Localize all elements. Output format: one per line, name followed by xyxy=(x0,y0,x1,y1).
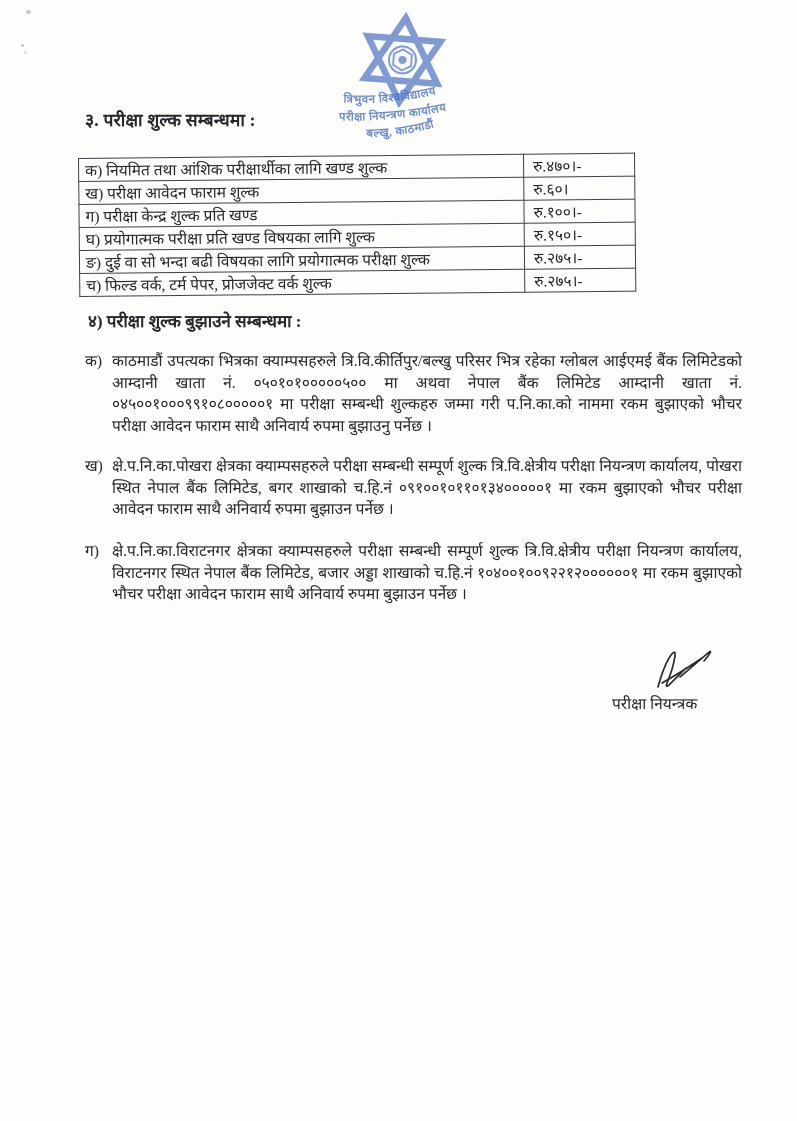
fee-amount: रु.६०। xyxy=(524,176,635,200)
paragraph-marker: ग) xyxy=(85,543,99,560)
emblem-dot-icon xyxy=(399,56,406,63)
payment-paragraph-kha xyxy=(85,456,742,521)
fee-item: ग) परीक्षा केन्द्र शुल्क प्रति खण्ड xyxy=(79,200,524,227)
fee-amount: रु.१५०।- xyxy=(524,222,635,246)
paragraph-marker: ख) xyxy=(85,458,103,475)
fee-amount: रु.२७५।- xyxy=(524,245,635,269)
paragraph-marker: क) xyxy=(85,353,103,370)
fee-item: च) फिल्ड वर्क, टर्म पेपर, प्रोजजेक्ट वर्क शुल्क xyxy=(80,269,525,296)
payment-paragraph-ga xyxy=(85,541,742,606)
signature-icon xyxy=(650,643,720,691)
stamp-line-3: बल्खु, काठमाडौं xyxy=(366,118,436,141)
scan-speck xyxy=(21,44,24,47)
fee-amount: रु.४७०।- xyxy=(523,153,634,177)
fee-item: घ) प्रयोगात्मक परीक्षा प्रति खण्ड विषयका लागि शुल्क xyxy=(79,223,524,250)
table-row xyxy=(80,268,636,296)
fee-amount: रु.१००।- xyxy=(524,199,635,223)
fee-section-heading: ३. परीक्षा शुल्क सम्बन्धमा : xyxy=(85,110,256,130)
payment-section-heading: ४) परीक्षा शुल्क बुझाउने सम्बन्धमा : xyxy=(88,312,302,331)
stamp-line-2: परीक्षा नियन्त्रण कार्यालय xyxy=(338,101,448,124)
university-stamp-icon xyxy=(328,8,482,150)
payment-paragraph-ka xyxy=(85,351,742,437)
fee-item: ख) परीक्षा आवेदन फाराम शुल्क xyxy=(79,177,524,204)
fee-item: ङ) दुई वा सो भन्दा बढी विषयका लागि प्रयोगात्मक परीक्षा शुल्क xyxy=(79,246,524,273)
tribhuvan-university-stamp xyxy=(328,8,482,150)
paragraph-text: काठमाडौं उपत्यका भित्रका क्याम्पसहरुले त्रि.वि.कीर्तिपुर/बल्खु परिसर भित्र रहेका ग्लोबल आईएमई बैंक लिमिटेडको आम्दानी खाता नं. ०५०१०१०००००५०० मा अथवा नेपाल बैंक लिमिटेड आम्दानी खाता नं. ०४५००१०००९९१०८०००००१ मा परीक्षा सम्बन्धी शुल्कहरु जम्मा गरी प.नि.का.को नाममा रकम बुझाएको भौचर परीक्षा आवेदन फाराम साथै अनिवार्य रुपमा बुझाउनु पर्नेछ । xyxy=(112,353,742,435)
signature-block xyxy=(612,643,752,714)
fee-amount: रु.२७५।- xyxy=(525,268,636,292)
scan-speck xyxy=(24,51,27,54)
paragraph-text: क्षे.प.नि.का.पोखरा क्षेत्रका क्याम्पसहरुले परीक्षा सम्बन्धी सम्पूर्ण शुल्क त्रि.वि.क्षेत्रीय परीक्षा नियन्त्रण कार्यालय, पोखरा स्थित नेपाल बैंक लिमिटेड, बगर शाखाको च.हि.नं ०९१००१०११०१३४०००००१ मा रकम बुझाएको भौचर परीक्षा आवेदन फाराम साथै अनिवार्य रुपमा बुझाउन पर्नेछ । xyxy=(112,458,742,519)
stamp-line-1: त्रिभुवन विश्वविद्यालय xyxy=(343,85,438,106)
scan-speck xyxy=(26,10,31,14)
fee-item: क) नियमित तथा आंशिक परीक्षार्थीका लागि खण्ड शुल्क xyxy=(79,154,524,181)
fee-table xyxy=(78,153,636,297)
paragraph-text: क्षे.प.नि.का.विराटनगर क्षेत्रका क्याम्पसहरुले परीक्षा सम्बन्धी सम्पूर्ण शुल्क त्रि.वि.क्षेत्रीय परीक्षा नियन्त्रण कार्यालय, विराटनगर स्थित नेपाल बैंक लिमिटेड, बजार अड्डा शाखाको च.हि.नं १०४००१००९२२१२००००००१ मा रकम बुझाएको भौचर परीक्षा आवेदन फाराम साथै अनिवार्य रुपमा बुझाउन पर्नेछ । xyxy=(112,543,742,604)
signatory-title: परीक्षा नियन्त्रक xyxy=(612,696,698,713)
